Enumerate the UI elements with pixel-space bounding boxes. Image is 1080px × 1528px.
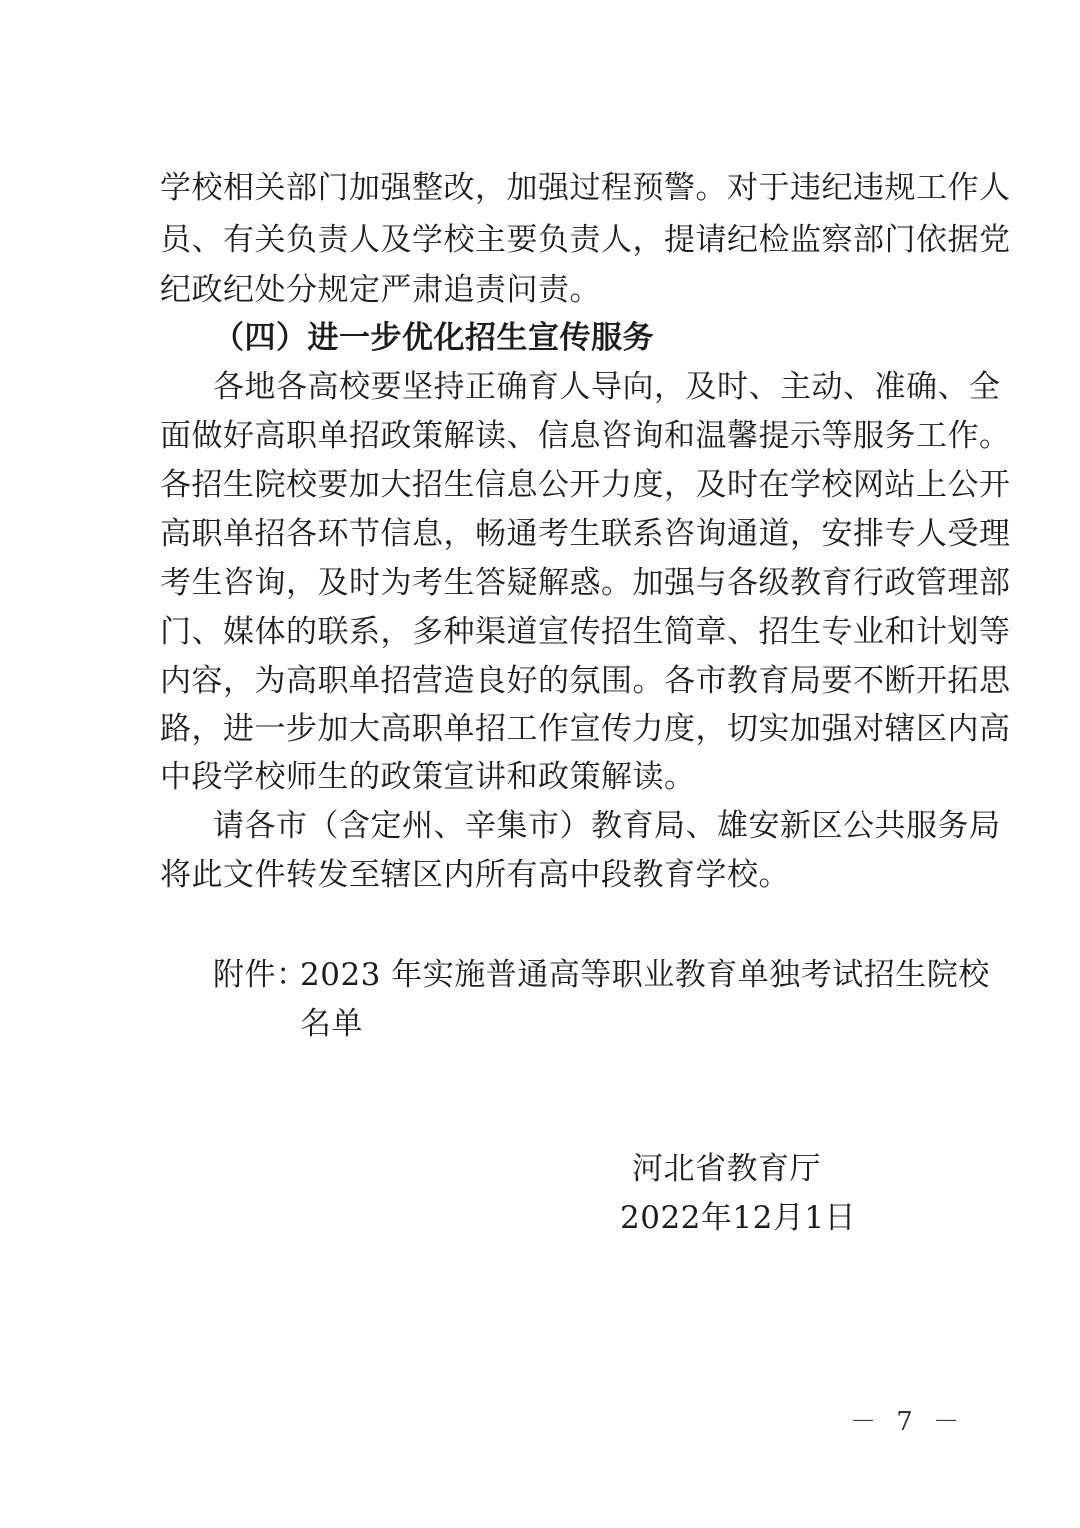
attachment-line-1: 2023 年实施普通高等职业教育单独考试招生院校 <box>300 957 990 993</box>
paragraph-2-line-7: 内容，为高职单招营造良好的氛围。各市教育局要不断开拓思 <box>160 663 1011 699</box>
paragraph-2-line-2: 面做好高职单招政策解读、信息咨询和温馨提示等服务工作。 <box>160 418 1011 454</box>
paragraph-2-line-5: 考生咨询，及时为考生答疑解惑。加强与各级教育行政管理部 <box>160 565 1011 601</box>
paragraph-1-line-3: 纪政纪处分规定严肃追责问责。 <box>160 272 601 308</box>
paragraph-2-line-1: 各地各高校要坚持正确育人导向，及时、主动、准确、全 <box>213 369 1001 405</box>
attachment-label: 附件： <box>213 957 308 993</box>
paragraph-1-line-1: 学校相关部门加强整改，加强过程预警。对于违纪违规工作人 <box>160 170 1011 206</box>
issuer-name: 河北省教育厅 <box>632 1151 821 1187</box>
paragraph-2-line-9: 中段学校师生的政策宣讲和政策解读。 <box>160 759 696 795</box>
issue-date: 2022年12月1日 <box>620 1200 857 1236</box>
paragraph-2-line-6: 门、媒体的联系，多种渠道宣传招生简章、招生专业和计划等 <box>160 614 1011 650</box>
paragraph-2-line-4: 高职单招各环节信息，畅通考生联系咨询通道，安排专人受理 <box>160 516 1011 552</box>
paragraph-3-line-1: 请各市（含定州、辛集市）教育局、雄安新区公共服务局 <box>213 808 1001 844</box>
paragraph-2-line-3: 各招生院校要加大招生信息公开力度，及时在学校网站上公开 <box>160 467 1011 503</box>
page-number: － 7 － <box>850 1407 966 1437</box>
attachment-line-2: 名单 <box>300 1006 363 1042</box>
paragraph-2-line-8: 路，进一步加大高职单招工作宣传力度，切实加强对辖区内高 <box>160 711 1011 747</box>
section-heading: （四）进一步优化招生宣传服务 <box>213 320 654 356</box>
paragraph-3-line-2: 将此文件转发至辖区内所有高中段教育学校。 <box>160 857 790 893</box>
paragraph-1-line-2: 员、有关负责人及学校主要负责人，提请纪检监察部门依据党 <box>160 222 1011 258</box>
